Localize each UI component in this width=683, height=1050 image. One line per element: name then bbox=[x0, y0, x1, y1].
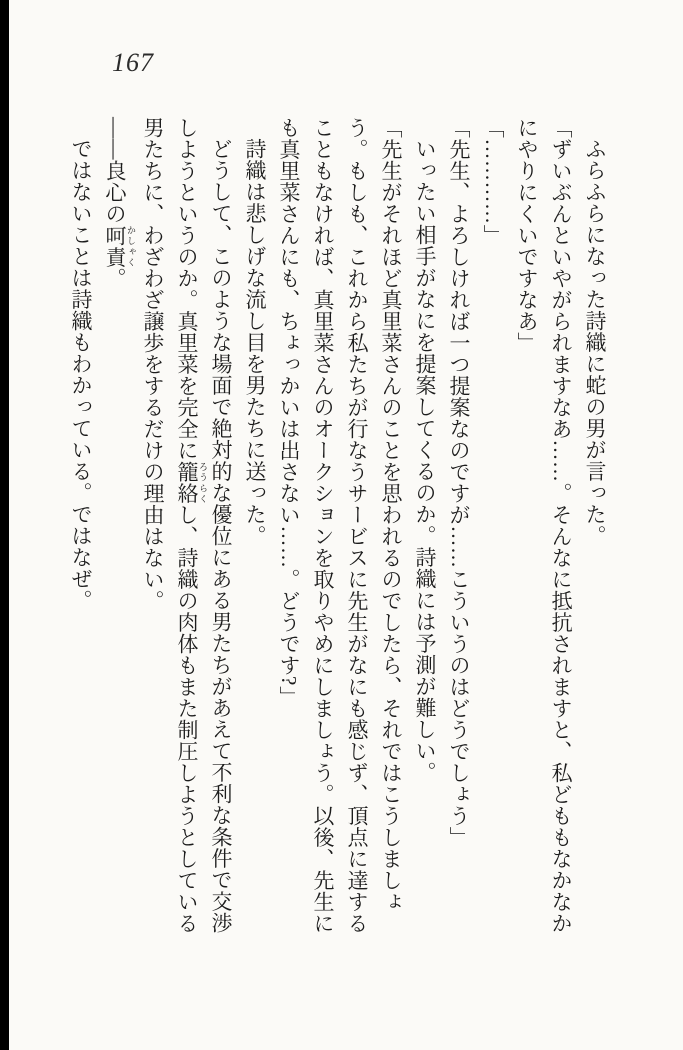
furigana-term: 呵責 かしゃく bbox=[103, 224, 136, 268]
paragraph: いったい相手がなにを提案してくるのか。詩織には予測が難しい。 bbox=[413, 138, 437, 783]
paragraph: 「…………」 bbox=[481, 117, 505, 246]
paragraph: ではないことは詩織もわかっている。ではなぜ。 bbox=[69, 138, 93, 611]
page-number: 167 bbox=[112, 48, 154, 77]
paragraph: どうして、このような場面で絶対的な優位にある男たちがあえて不利な条件で交渉しようというのか。真里菜を完全に籠絡 ろうらくし、詩織の肉体もまた制圧しようとしている男たちに、わざわざ譲歩をするだけの理由はない。 bbox=[141, 117, 233, 934]
paragraph: 「ずいぶんといやがられますなあ……。そんなに抵抗されますと、私どももなかなかにやりにくいですなあ」 bbox=[515, 117, 573, 934]
furigana-term: 籠絡 ろうらく bbox=[175, 461, 208, 504]
paragraph: 詩織は悲しげな流し目を男たちに送った。 bbox=[243, 138, 267, 547]
paragraph: 「先生、よろしければ一つ提案なのですが……こういうのはどうでしょう」 bbox=[447, 117, 471, 848]
paragraph: 「先生がそれほど真里菜さんのことを思われるのでしたら、それではこうしましょう。もしも、これから私たちが行なうサービスに先生がなにも感じず、頂点に達することもなければ、真里菜さんのオークションを取りやめにしましょう。以後、先生にも真里菜さんにも、ちょっかいは出さない……。どうです?」 bbox=[277, 117, 403, 934]
paragraph: ――良心の呵責 かしゃく。 bbox=[103, 117, 136, 289]
paragraph: ふらふらになった詩織に蛇の男が言った。 bbox=[583, 138, 607, 547]
page-edge-bar bbox=[0, 0, 9, 1050]
page-text-vertical bbox=[69, 117, 612, 939]
